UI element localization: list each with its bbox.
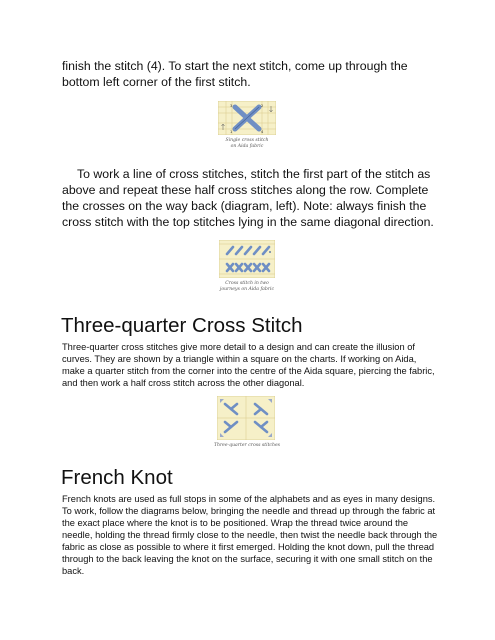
- stitch-number-2: 2: [261, 104, 264, 108]
- single-cross-stitch-diagram: [218, 101, 276, 135]
- caption-line-cross-line2: journeys on Aida fabric: [219, 286, 275, 292]
- figure-three-quarter-stitches: [217, 396, 275, 440]
- paragraph-three-quarter: Three-quarter cross stitches give more detail to a design and can create the illusion of curves. They are shown by a triangle within a square on the charts. If working on Aida, make a quarter stitch from the corner into the centre of the Aida square, piercing the fabric, and then work a half cross stitch across the other diagonal.: [62, 342, 435, 388]
- paragraph-line-of-stitches: To work a line of cross stitches, stitch the first part of the stitch as above and repeat these half cross stitches along the row. Complete the crosses on the way back (diagram, left). Note: always finish the cross stitch with the top stitches lying in the same diagonal direction.: [62, 167, 434, 229]
- paragraph-finish-stitch: finish the stitch (4). To start the next stitch, come up through the bottom left corner of the first stitch.: [62, 59, 408, 89]
- needle-point-icon: [269, 251, 271, 253]
- line-cross-stitch-diagram: [219, 240, 275, 278]
- caption-line-cross-line1: Cross stitch in two: [225, 281, 269, 286]
- caption-three-quarter: Three-quarter cross stitches: [213, 443, 281, 448]
- caption-single-cross-line2: on Aida fabric: [230, 143, 264, 149]
- caption-single-cross: [210, 138, 284, 149]
- stitch-number-3: 3: [230, 104, 233, 108]
- three-quarter-stitch-diagram: [217, 396, 275, 440]
- paragraph-french-knot: French knots are used as full stops in some of the alphabets and as eyes in many designs. To work, follow the diagrams below, bringing the needle and thread up through the fabric at the exact place where the knot is to be positioned. Wrap the thread twice around the needle, holding the thread firmly close to the needle, then twist the needle back through the fabric as close as possible to where it first emerged. Holding the knot down, pull the thread through to the back leaving the knot on the surface, securing it with one small stitch on the back.: [62, 494, 438, 576]
- caption-line-cross: [210, 281, 284, 292]
- heading-three-quarter-cross-stitch: Three-quarter Cross Stitch: [61, 314, 303, 337]
- figure-single-cross-stitch: [218, 101, 276, 135]
- stitch-number-4: 4: [261, 130, 264, 134]
- figure-line-cross-stitch: [219, 240, 275, 278]
- caption-single-cross-line1: Single cross stitch: [225, 138, 269, 143]
- heading-french-knot: French Knot: [61, 466, 173, 489]
- stitch-number-1: 1: [230, 130, 233, 134]
